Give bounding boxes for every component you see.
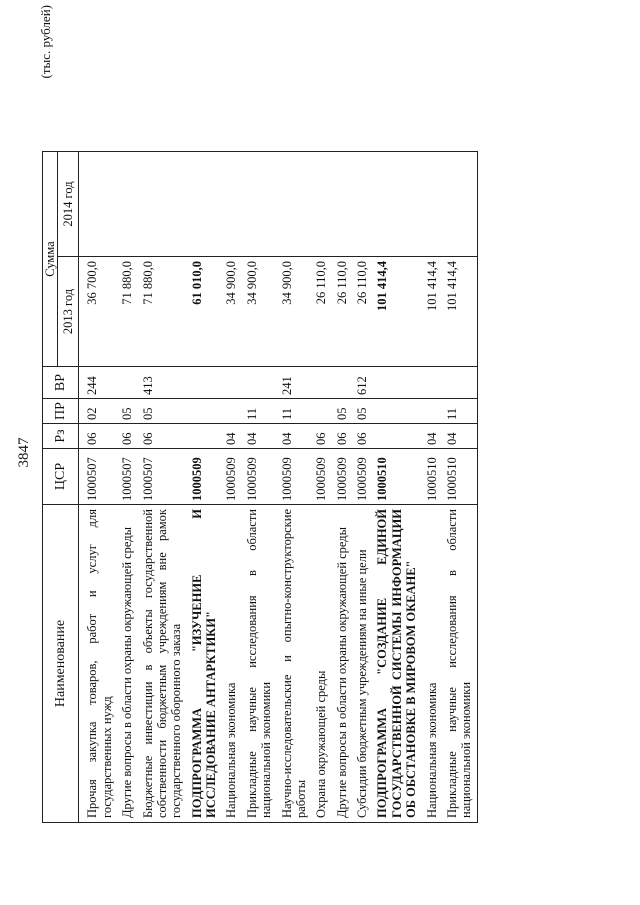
row-sum-2013: 34 900,0 [277, 257, 312, 367]
row-sum-2014 [352, 152, 372, 257]
row-name: Национальная экономика [422, 505, 442, 823]
header-name: Наименование [43, 505, 79, 823]
row-vr [242, 367, 277, 399]
row-csr: 1000509 [187, 449, 222, 505]
row-sum-2014 [187, 152, 222, 257]
row-sum-2014 [221, 152, 241, 257]
row-pr [221, 399, 241, 424]
row-pr: 11 [277, 399, 312, 424]
table-row [442, 13, 477, 823]
row-csr: 1000509 [311, 449, 331, 505]
row-pr [187, 399, 222, 424]
row-pr [422, 399, 442, 424]
row-name: Прочая закупка товаров, работ и услуг для государственных нужд [82, 505, 117, 823]
row-rz: 04 [442, 424, 477, 449]
row-name: Национальная экономика [221, 505, 241, 823]
row-csr: 1000507 [117, 449, 137, 505]
row-name: Субсидии бюджетным учреждениям на иные цели [352, 505, 372, 823]
row-pr: 02 [82, 399, 117, 424]
row-csr: 1000510 [372, 449, 421, 505]
table-row [82, 13, 117, 823]
row-rz [187, 424, 222, 449]
row-vr [311, 367, 331, 399]
row-rz: 04 [277, 424, 312, 449]
row-rz: 06 [311, 424, 331, 449]
row-sum-2014 [277, 152, 312, 257]
row-name: Прикладные научные исследования в области национальной экономики [442, 505, 477, 823]
row-sum-2014 [138, 152, 187, 257]
row-sum-2014 [372, 152, 421, 257]
row-csr: 1000509 [277, 449, 312, 505]
row-rz: 06 [352, 424, 372, 449]
row-pr: 05 [117, 399, 137, 424]
header-2013: 2013 год [58, 257, 79, 367]
row-sum-2013: 71 880,0 [117, 257, 137, 367]
row-rz: 06 [138, 424, 187, 449]
row-csr: 1000507 [138, 449, 187, 505]
row-csr: 1000509 [352, 449, 372, 505]
row-sum-2014 [311, 152, 331, 257]
row-sum-2013: 71 880,0 [138, 257, 187, 367]
row-vr: 413 [138, 367, 187, 399]
table-row [187, 13, 222, 823]
table-row [242, 13, 277, 823]
row-pr: 05 [332, 399, 352, 424]
row-vr [221, 367, 241, 399]
row-vr: 241 [277, 367, 312, 399]
row-csr: 1000509 [221, 449, 241, 505]
row-sum-2013: 34 900,0 [221, 257, 241, 367]
row-sum-2013: 26 110,0 [352, 257, 372, 367]
table-row [332, 13, 352, 823]
row-csr: 1000509 [242, 449, 277, 505]
row-sum-2014 [442, 152, 477, 257]
row-name: Другие вопросы в области охраны окружающей среды [332, 505, 352, 823]
row-name: Бюджетные инвестиции в объекты государственной собственности бюджетным учреждениям вне рамок государственного оборонного заказа [138, 505, 187, 823]
units-note: (тыс. рублей) [38, 5, 53, 79]
row-csr: 1000507 [82, 449, 117, 505]
row-vr: 612 [352, 367, 372, 399]
row-rz [372, 424, 421, 449]
row-sum-2014 [117, 152, 137, 257]
row-sum-2013: 34 900,0 [242, 257, 277, 367]
row-rz: 06 [332, 424, 352, 449]
row-sum-2014 [82, 152, 117, 257]
row-vr [372, 367, 421, 399]
row-vr [332, 367, 352, 399]
row-sum-2013: 61 010,0 [187, 257, 222, 367]
row-rz: 04 [242, 424, 277, 449]
row-pr: 11 [242, 399, 277, 424]
row-vr [187, 367, 222, 399]
page-number: 3847 [16, 437, 32, 468]
row-pr [372, 399, 421, 424]
row-sum-2013: 36 700,0 [82, 257, 117, 367]
row-sum-2014 [242, 152, 277, 257]
row-csr: 1000510 [442, 449, 477, 505]
row-sum-2014 [422, 152, 442, 257]
row-vr [442, 367, 477, 399]
row-rz: 04 [422, 424, 442, 449]
table-row [422, 13, 442, 823]
header-2014: 2014 год [58, 152, 79, 257]
row-name: ПОДПРОГРАММА "СОЗДАНИЕ ЕДИНОЙ ГОСУДАРСТВЕННОЙ СИСТЕМЫ ИНФОРМАЦИИ ОБ ОБСТАНОВКЕ В МИРОВОМ ОКЕАНЕ" [372, 505, 421, 823]
row-sum-2013: 101 414,4 [372, 257, 421, 367]
row-csr: 1000509 [332, 449, 352, 505]
table-row [372, 13, 421, 823]
row-sum-2014 [332, 152, 352, 257]
budget-table [42, 13, 478, 824]
table-row [277, 13, 312, 823]
row-pr [311, 399, 331, 424]
table-row [311, 13, 331, 823]
row-sum-2013: 26 110,0 [332, 257, 352, 367]
row-vr [422, 367, 442, 399]
row-name: Другие вопросы в области охраны окружающей среды [117, 505, 137, 823]
row-name: Научно-исследовательские и опытно-конструкторские работы [277, 505, 312, 823]
row-sum-2013: 26 110,0 [311, 257, 331, 367]
row-name: Прикладные научные исследования в области национальной экономики [242, 505, 277, 823]
table-row [117, 13, 137, 823]
table-body [79, 13, 477, 823]
table-row [221, 13, 241, 823]
row-vr: 244 [82, 367, 117, 399]
row-csr: 1000510 [422, 449, 442, 505]
header-rz: Рз [43, 424, 79, 449]
row-name: Охрана окружающей среды [311, 505, 331, 823]
row-sum-2013: 101 414,4 [422, 257, 442, 367]
row-pr: 11 [442, 399, 477, 424]
header-vr: ВР [43, 367, 79, 399]
row-pr: 05 [138, 399, 187, 424]
row-vr [117, 367, 137, 399]
row-rz: 04 [221, 424, 241, 449]
table-row [352, 13, 372, 823]
table-row [138, 13, 187, 823]
header-sum: Сумма [43, 152, 58, 367]
row-pr: 05 [352, 399, 372, 424]
row-name: ПОДПРОГРАММА "ИЗУЧЕНИЕ И ИССЛЕДОВАНИЕ АНТАРКТИКИ" [187, 505, 222, 823]
row-rz: 06 [117, 424, 137, 449]
header-pr: ПР [43, 399, 79, 424]
header-csr: ЦСР [43, 449, 79, 505]
row-rz: 06 [82, 424, 117, 449]
row-sum-2013: 101 414,4 [442, 257, 477, 367]
